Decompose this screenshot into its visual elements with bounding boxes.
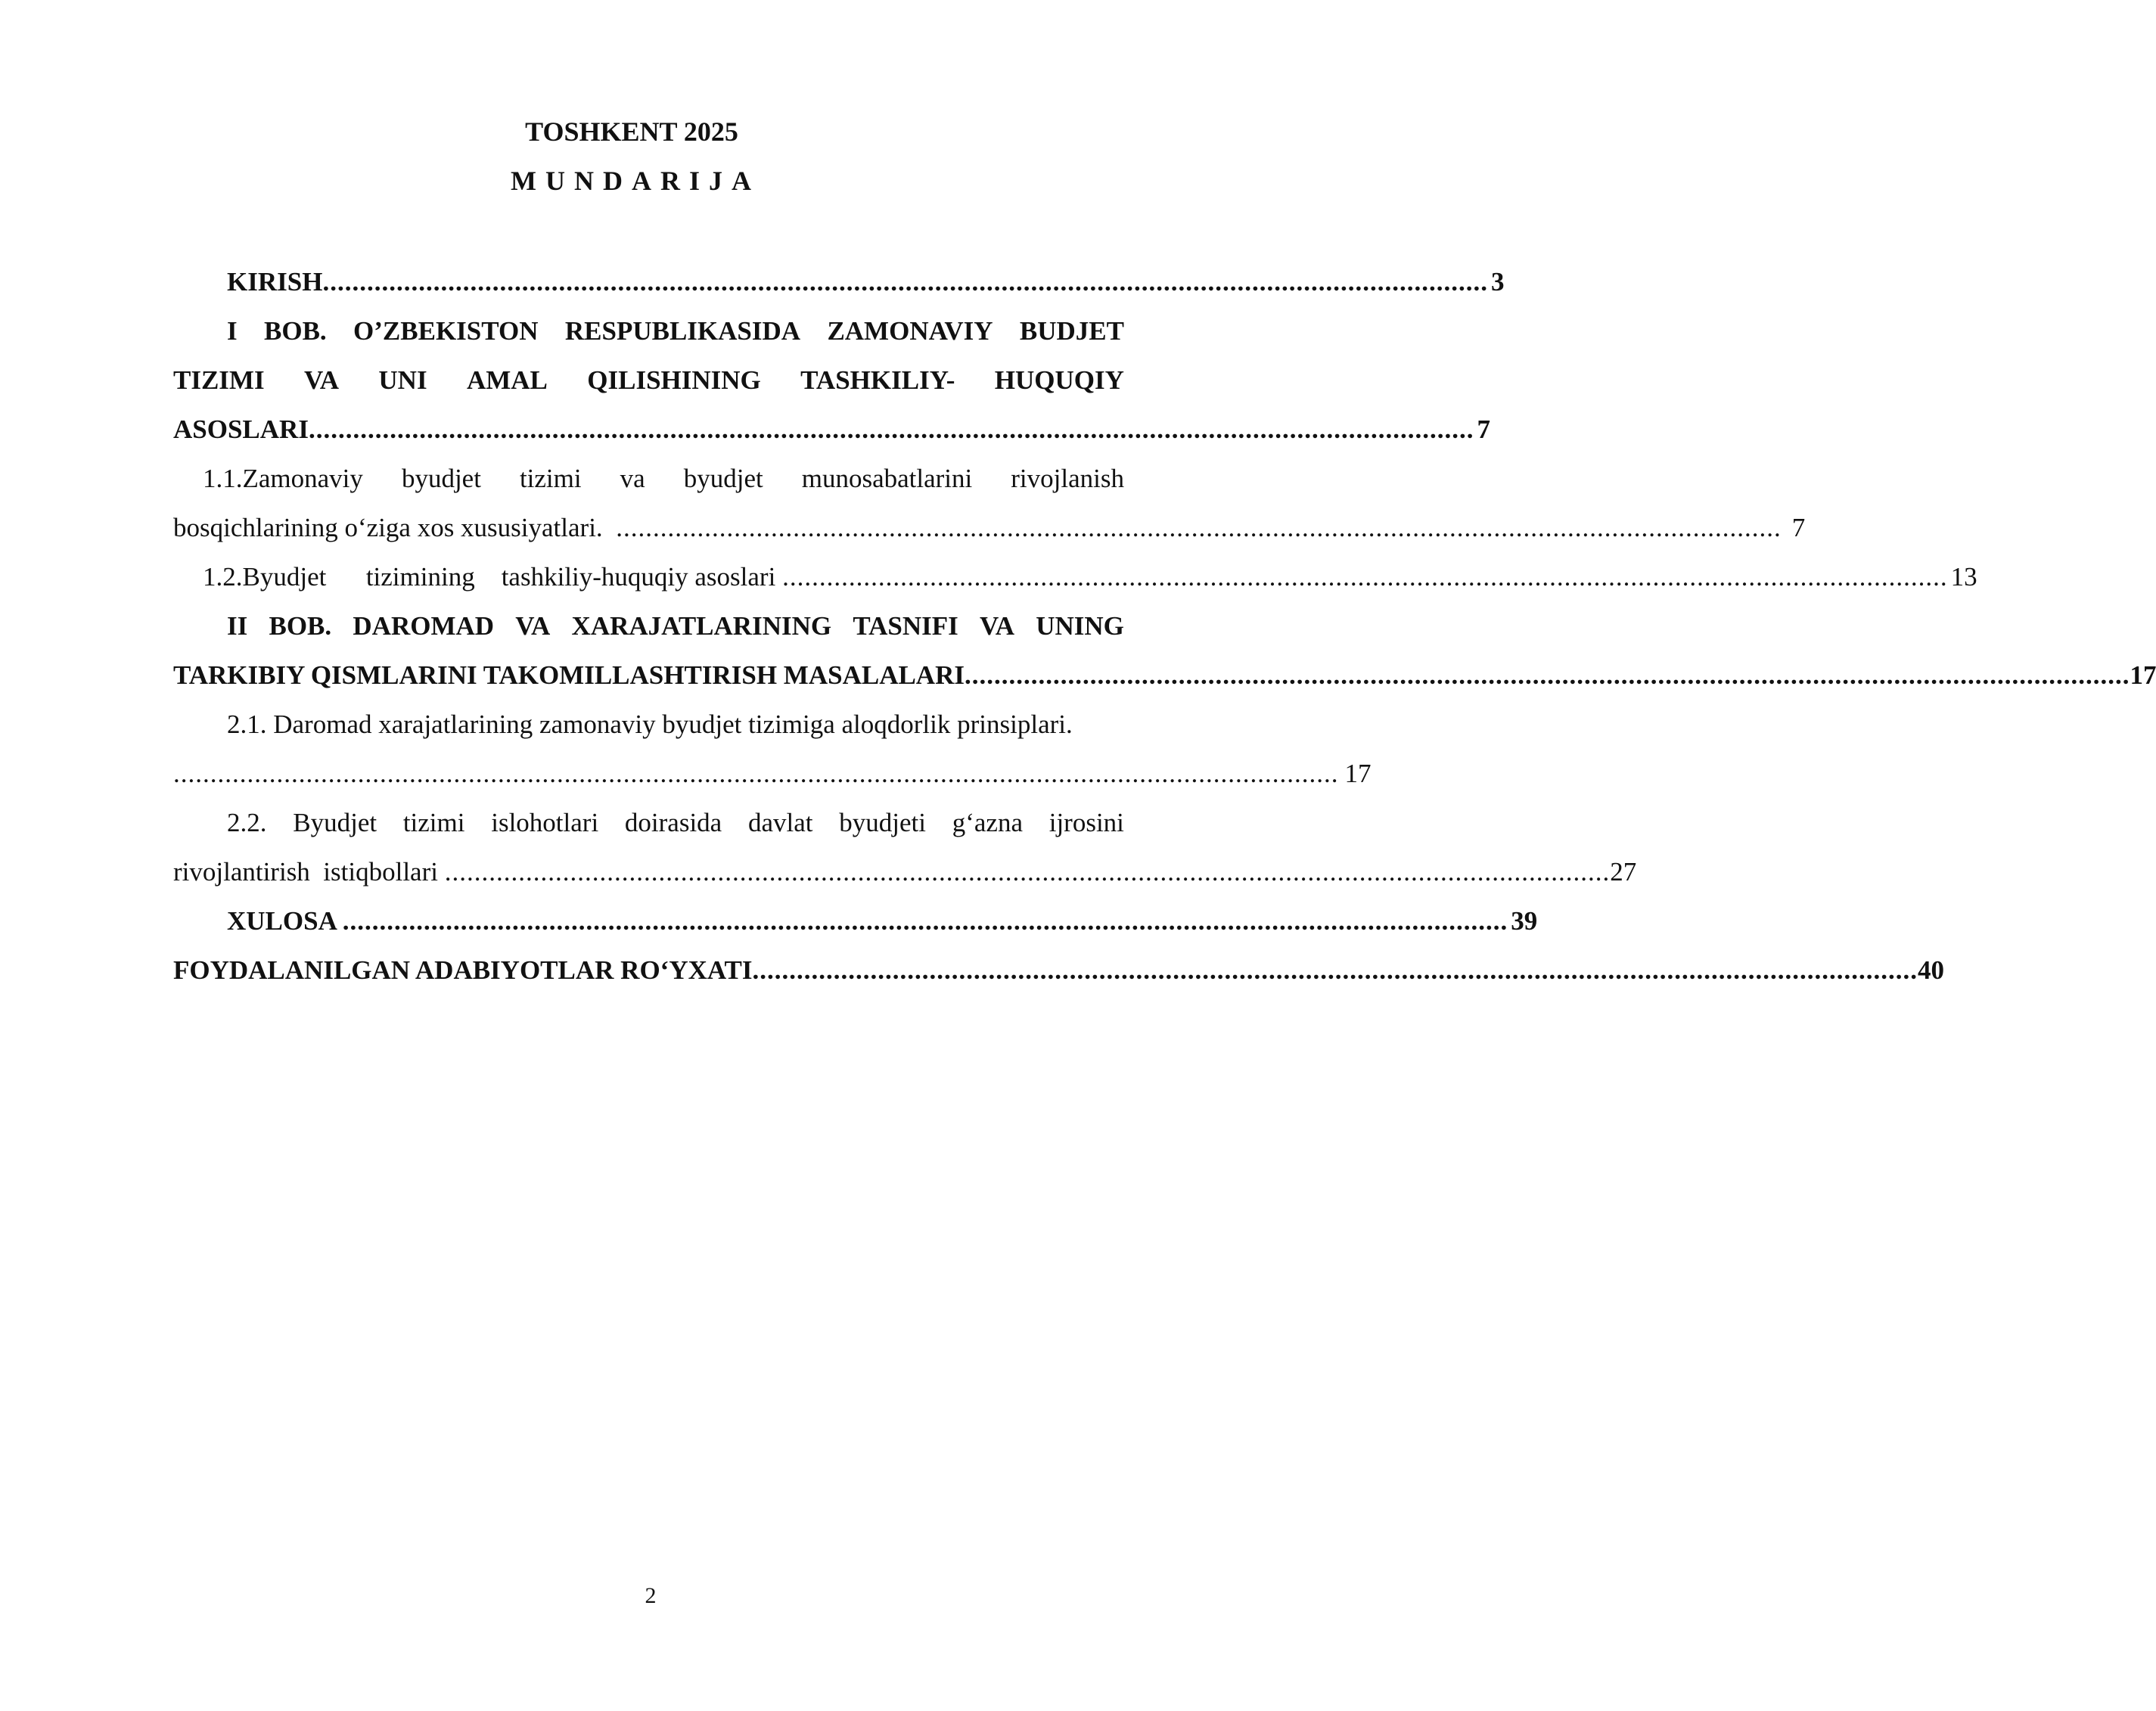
word: II xyxy=(227,611,248,641)
toc-entry-text: rivojlantirish istiqbollari xyxy=(173,857,445,887)
word: O’ZBEKISTON xyxy=(353,316,539,346)
toc-entry-1-1-line1[interactable] xyxy=(173,454,1124,503)
word: doirasida xyxy=(624,808,722,837)
toc-entry-2-1-line1[interactable] xyxy=(173,700,1124,749)
toc-page-number: 3 xyxy=(1490,267,1505,297)
toc-entry-2-2-line2 xyxy=(173,847,1637,896)
word: rivojlanish xyxy=(1011,464,1124,493)
toc-entry-adabiyotlar[interactable] xyxy=(173,946,1945,995)
toc-page-number: 13 xyxy=(1950,562,1977,592)
dot-leader: .............................................................................................................................................................. xyxy=(322,267,1488,297)
toc-entry-text: 1.2.Byudjet tizimining tashkiliy-huquqiy asoslari xyxy=(203,562,783,592)
toc-page-number: 7 xyxy=(1477,415,1490,444)
toc-entry-text: XULOSA xyxy=(227,906,343,936)
toc-entry-2-2-line1[interactable] xyxy=(173,798,1124,847)
city-year-heading: TOSHKENT 2025 xyxy=(525,116,738,147)
word: VA xyxy=(515,611,551,641)
toc-entry-xulosa[interactable] xyxy=(173,896,1538,946)
word: tizimi xyxy=(519,464,582,493)
word: Byudjet xyxy=(293,808,377,837)
word: 2.2. xyxy=(227,808,267,837)
word: islohotlari xyxy=(491,808,599,837)
word: TASHKILIY- xyxy=(800,365,955,395)
toc-entry-1-1-line2 xyxy=(173,503,1806,552)
word: g‘azna xyxy=(952,808,1023,837)
toc-entry-text: ASOSLARI xyxy=(173,415,309,444)
toc-entry-text: KIRISH xyxy=(227,267,323,297)
word: davlat xyxy=(747,808,813,837)
toc-title: MUNDARIJA xyxy=(511,166,760,196)
dot-leader: .............................................................................................................................................................. xyxy=(964,660,2130,690)
toc-entry-bob1-line2 xyxy=(173,356,1124,405)
word: AMAL xyxy=(466,365,548,395)
page-number: 2 xyxy=(645,1583,657,1608)
word: BUDJET xyxy=(1019,316,1124,346)
toc-entry-text: FOYDALANILGAN ADABIYOTLAR RO‘YXATI xyxy=(173,955,753,985)
word: QILISHINING xyxy=(587,365,761,395)
toc-page-number: 27 xyxy=(1610,857,1637,887)
word: I xyxy=(227,316,238,346)
word: 1.1.Zamonaviy xyxy=(203,464,363,493)
toc-entry-text: TARKIBIY QISMLARINI TAKOMILLASHTIRISH MASALALARI xyxy=(173,660,965,690)
word: tizimi xyxy=(402,808,465,837)
word: BOB. xyxy=(269,611,332,641)
dot-leader: .............................................................................................................................................................. xyxy=(782,562,1948,592)
word: DAROMAD xyxy=(353,611,495,641)
dot-leader: .............................................................................................................................................................. xyxy=(308,415,1474,444)
word: ijrosini xyxy=(1048,808,1124,837)
toc-entry-text: bosqichlarining o‘ziga xos xususiyatlari. xyxy=(173,513,617,542)
word: XARAJATLARINING xyxy=(571,611,832,641)
toc-page-number: 39 xyxy=(1511,906,1538,936)
toc-entry-bob2-line1[interactable] xyxy=(173,601,1124,651)
word: RESPUBLIKASIDA xyxy=(564,316,801,346)
dot-leader: .............................................................................................................................................................. xyxy=(342,906,1508,936)
word: BOB. xyxy=(264,316,327,346)
toc-entry-bob1-line1[interactable] xyxy=(173,306,1124,356)
toc-page-number: 17 xyxy=(1344,759,1372,788)
word: UNI xyxy=(378,365,427,395)
word: VA xyxy=(979,611,1014,641)
toc-entry-text: 2.1. Daromad xarajatlarining zamonaviy byudjet tizimiga aloqdorlik prinsiplari. xyxy=(227,710,1073,739)
toc-page-number: 17 xyxy=(2130,660,2156,690)
toc-page-number: 7 xyxy=(1791,513,1806,542)
toc-page-number: 40 xyxy=(1918,955,1945,985)
word: byudjeti xyxy=(839,808,926,837)
dot-leader: .............................................................................................................................................................. xyxy=(173,759,1339,788)
toc-entry-bob2-line2 xyxy=(173,651,2156,700)
word: va xyxy=(620,464,645,493)
toc-entry-1-2[interactable] xyxy=(173,552,1977,601)
word: byudjet xyxy=(401,464,481,493)
word: UNING xyxy=(1036,611,1124,641)
word: HUQUQIY xyxy=(994,365,1124,395)
word: VA xyxy=(303,365,340,395)
dot-leader: .............................................................................................................................................................. xyxy=(616,513,1782,542)
word: TIZIMI xyxy=(173,365,265,395)
toc-entry-kirish[interactable] xyxy=(173,257,1505,306)
word: TASNIFI xyxy=(853,611,958,641)
toc-entry-bob1-line3 xyxy=(173,405,1490,454)
word: munosabatlarini xyxy=(801,464,973,493)
word: byudjet xyxy=(683,464,763,493)
toc-entry-2-1-line2 xyxy=(173,749,1372,798)
dot-leader: .............................................................................................................................................................. xyxy=(752,955,1918,985)
dot-leader: .............................................................................................................................................................. xyxy=(444,857,1611,887)
word: ZAMONAVIY xyxy=(827,316,993,346)
table-of-contents xyxy=(173,257,2156,995)
